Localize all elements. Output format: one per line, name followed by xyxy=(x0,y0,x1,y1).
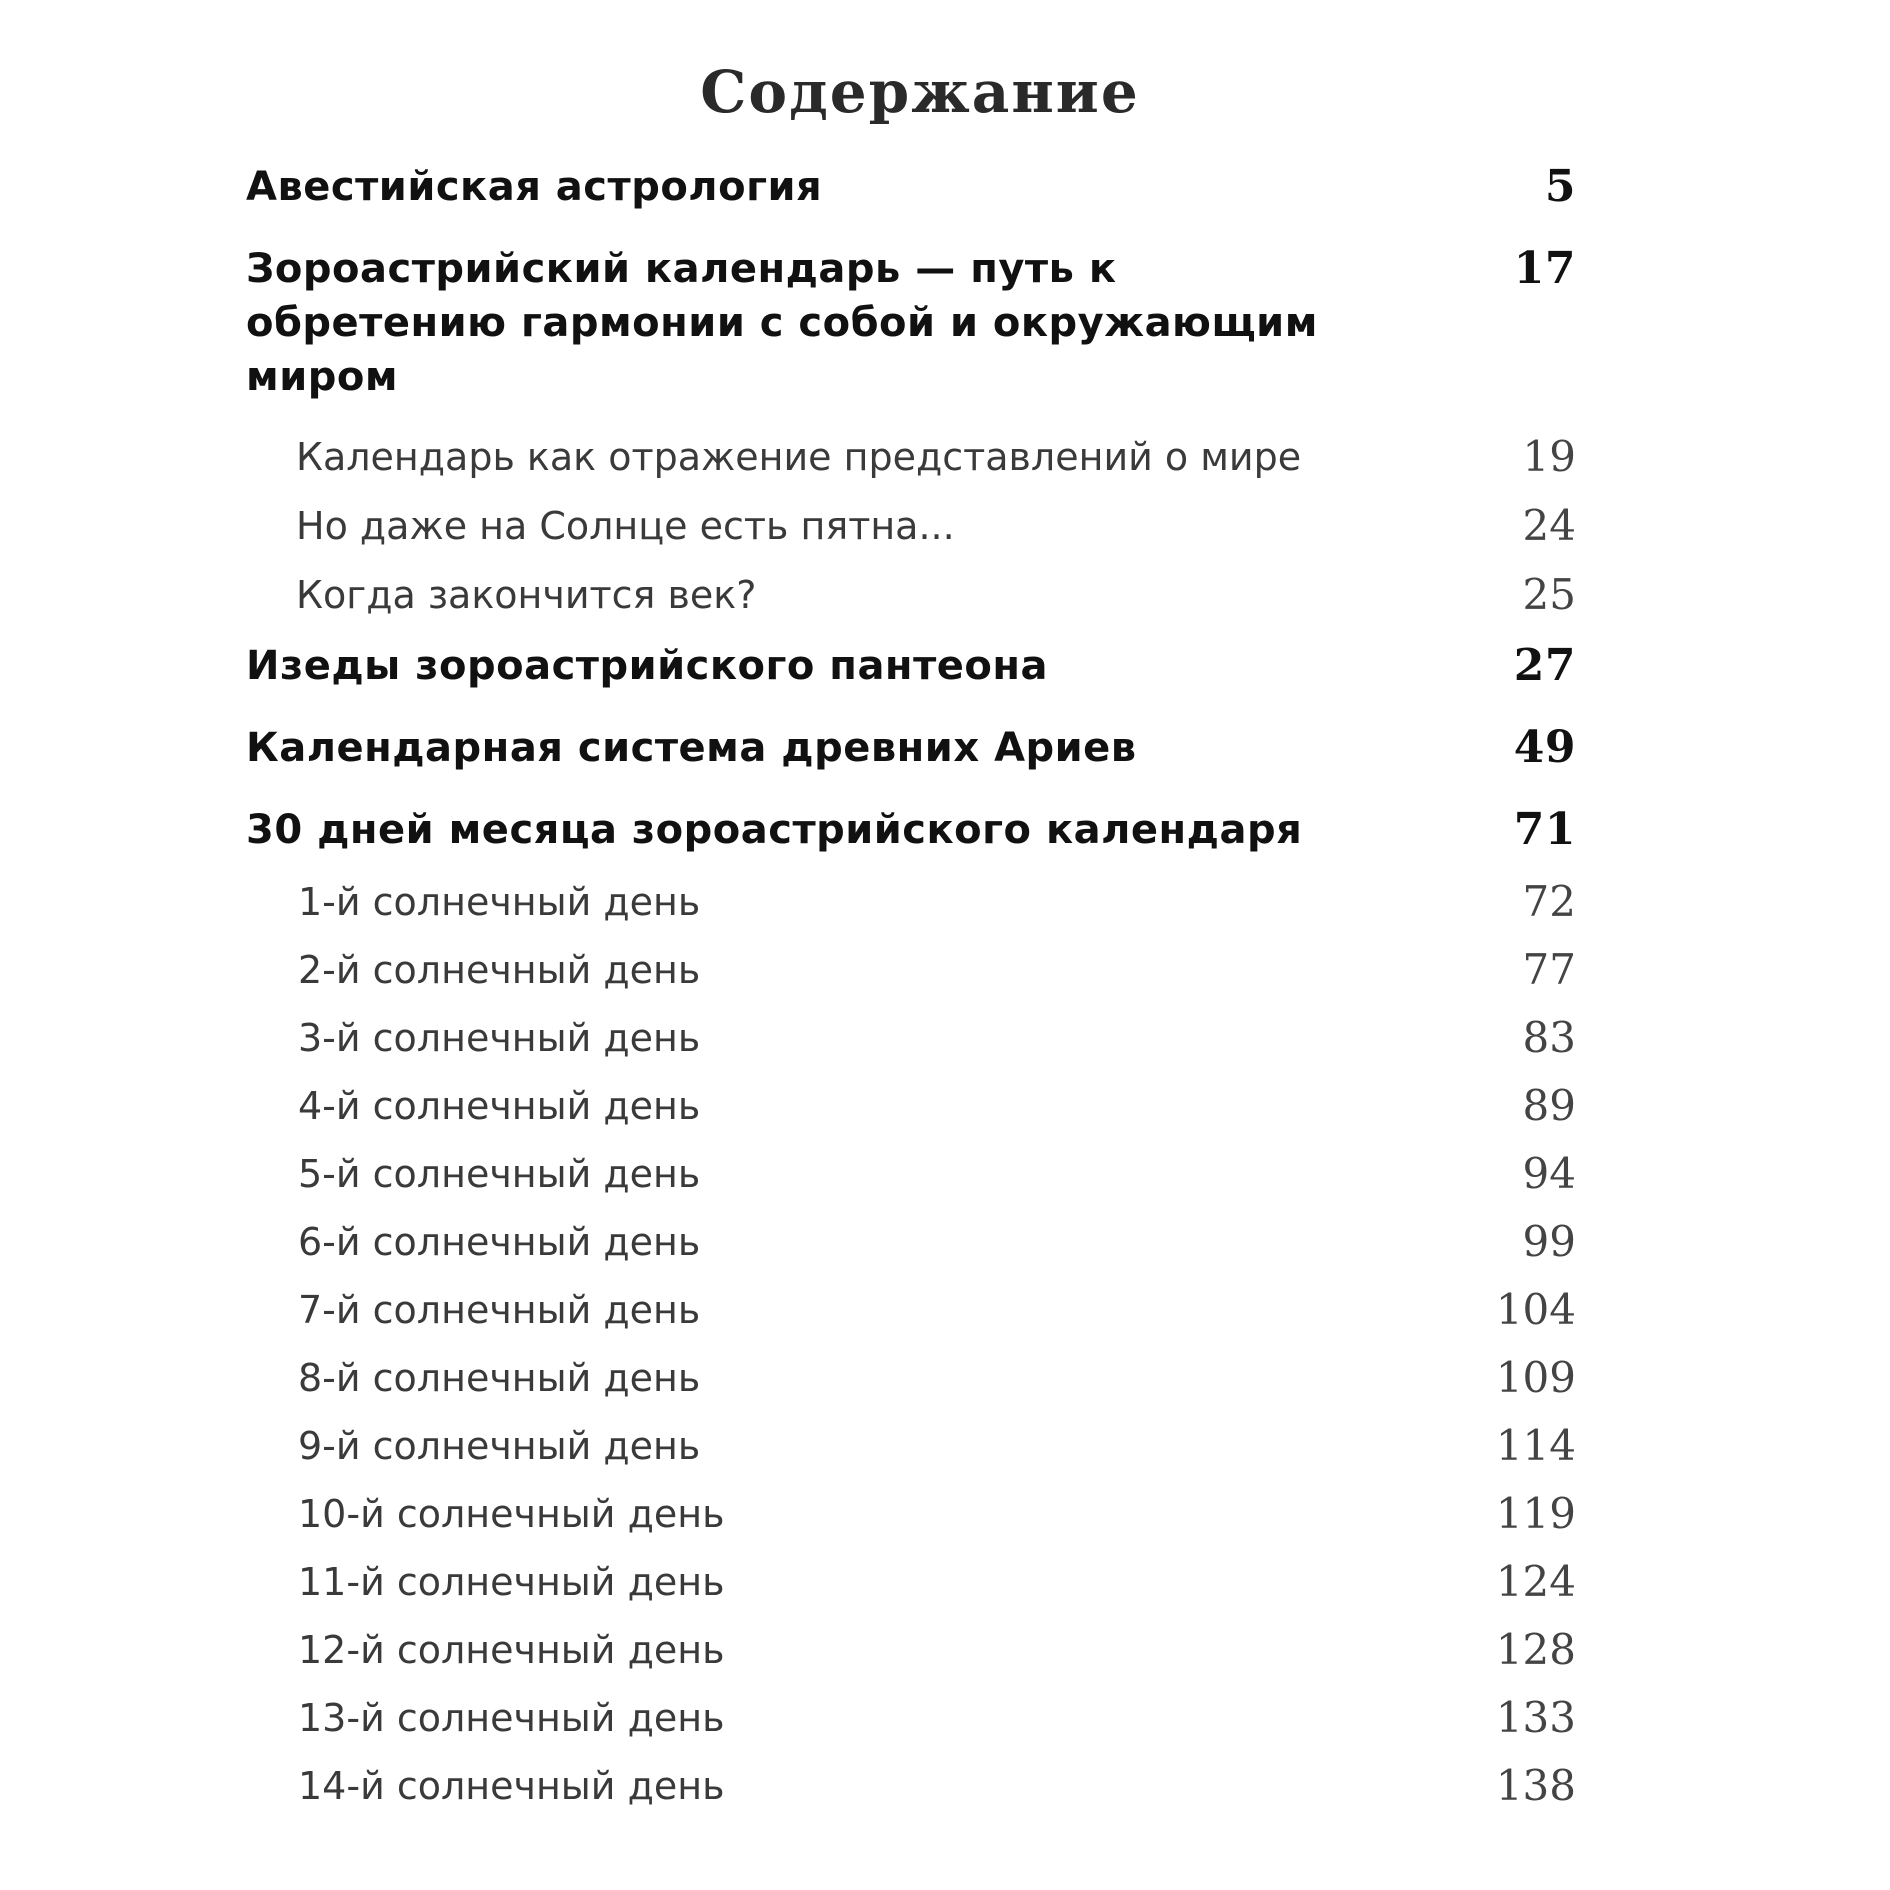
toc-subentry-day-14[interactable] xyxy=(246,1761,1576,1811)
table-of-contents xyxy=(246,160,1576,1829)
toc-entry-page-number: 89 xyxy=(1522,1081,1576,1130)
toc-subentry-day-12[interactable] xyxy=(246,1625,1576,1675)
toc-entry-thirty-days[interactable] xyxy=(246,803,1576,857)
toc-entry-label: 8-й солнечный день xyxy=(298,1356,701,1400)
toc-subentry-sun-spots[interactable] xyxy=(246,501,1576,551)
toc-entry-page-number: 138 xyxy=(1495,1761,1576,1810)
toc-subentry-day-6[interactable] xyxy=(246,1217,1576,1267)
toc-entry-page-number: 128 xyxy=(1495,1625,1576,1674)
toc-entry-label: 12-й солнечный день xyxy=(298,1628,725,1672)
toc-entry-zoroastrian-calendar[interactable] xyxy=(246,242,1576,404)
toc-entry-avestan-astrology[interactable] xyxy=(246,160,1576,214)
toc-entry-page-number: 83 xyxy=(1522,1013,1576,1062)
toc-subentry-day-10[interactable] xyxy=(246,1489,1576,1539)
toc-entry-label: 30 дней месяца зороастрийского календаря xyxy=(246,807,1303,853)
toc-entry-label: Изеды зороастрийского пантеона xyxy=(246,643,1048,689)
toc-entry-page-number: 133 xyxy=(1495,1693,1576,1742)
toc-entry-label: Календарная система древних Ариев xyxy=(246,725,1137,771)
toc-entry-label: 2-й солнечный день xyxy=(298,948,701,992)
toc-entry-label: 6-й солнечный день xyxy=(298,1220,701,1264)
toc-entry-label: 14-й солнечный день xyxy=(298,1764,725,1808)
toc-subentry-day-11[interactable] xyxy=(246,1557,1576,1607)
toc-entry-label: Авестийская астрология xyxy=(246,164,823,210)
toc-entry-page-number: 5 xyxy=(1544,161,1576,212)
toc-subentry-day-7[interactable] xyxy=(246,1285,1576,1335)
toc-entry-aryan-calendar-system[interactable] xyxy=(246,721,1576,775)
toc-entry-page-number: 71 xyxy=(1513,804,1576,855)
toc-entry-page-number: 19 xyxy=(1522,432,1576,481)
toc-entry-label: 13-й солнечный день xyxy=(298,1696,725,1740)
toc-entry-label: 5-й солнечный день xyxy=(298,1152,701,1196)
toc-subentry-day-9[interactable] xyxy=(246,1421,1576,1471)
toc-entry-page-number: 49 xyxy=(1513,722,1576,773)
toc-entry-yazatas-pantheon[interactable] xyxy=(246,639,1576,693)
toc-entry-page-number: 72 xyxy=(1522,877,1576,926)
toc-subentry-day-13[interactable] xyxy=(246,1693,1576,1743)
toc-subentry-calendar-reflection[interactable] xyxy=(246,432,1576,482)
toc-entry-label: 9-й солнечный день xyxy=(298,1424,701,1468)
toc-entry-page-number: 109 xyxy=(1495,1353,1576,1402)
toc-entry-page-number: 99 xyxy=(1522,1217,1576,1266)
toc-entry-label: Когда закончится век? xyxy=(296,573,757,617)
toc-subentry-day-8[interactable] xyxy=(246,1353,1576,1403)
toc-entry-page-number: 119 xyxy=(1495,1489,1576,1538)
toc-subentry-day-2[interactable] xyxy=(246,945,1576,995)
toc-entry-page-number: 27 xyxy=(1513,640,1576,691)
toc-entry-page-number: 124 xyxy=(1495,1557,1576,1606)
page-title: Содержание xyxy=(700,58,1140,126)
toc-entry-page-number: 104 xyxy=(1495,1285,1576,1334)
toc-subentry-end-of-age[interactable] xyxy=(246,570,1576,620)
toc-entry-page-number: 77 xyxy=(1522,945,1576,994)
toc-subentry-day-5[interactable] xyxy=(246,1149,1576,1199)
toc-entry-label: 1-й солнечный день xyxy=(298,880,701,924)
toc-entry-label: Календарь как отражение представлений о мире xyxy=(296,435,1302,479)
toc-subentry-day-1[interactable] xyxy=(246,877,1576,927)
toc-subentry-day-3[interactable] xyxy=(246,1013,1576,1063)
toc-entry-label: 3-й солнечный день xyxy=(298,1016,701,1060)
toc-entry-page-number: 94 xyxy=(1522,1149,1576,1198)
toc-entry-label: Но даже на Солнце есть пятна... xyxy=(296,504,955,548)
toc-entry-label: Зороастрийский календарь — путь к обретению гармонии с собой и окружающим миром xyxy=(246,246,1318,400)
toc-entry-label: 10-й солнечный день xyxy=(298,1492,725,1536)
toc-entry-label: 11-й солнечный день xyxy=(298,1560,725,1604)
toc-entry-page-number: 24 xyxy=(1522,501,1576,550)
toc-entry-page-number: 17 xyxy=(1513,243,1576,294)
toc-entry-label: 4-й солнечный день xyxy=(298,1084,701,1128)
toc-entry-page-number: 25 xyxy=(1522,570,1576,619)
toc-subentry-day-4[interactable] xyxy=(246,1081,1576,1131)
toc-entry-page-number: 114 xyxy=(1495,1421,1576,1470)
toc-entry-label: 7-й солнечный день xyxy=(298,1288,701,1332)
